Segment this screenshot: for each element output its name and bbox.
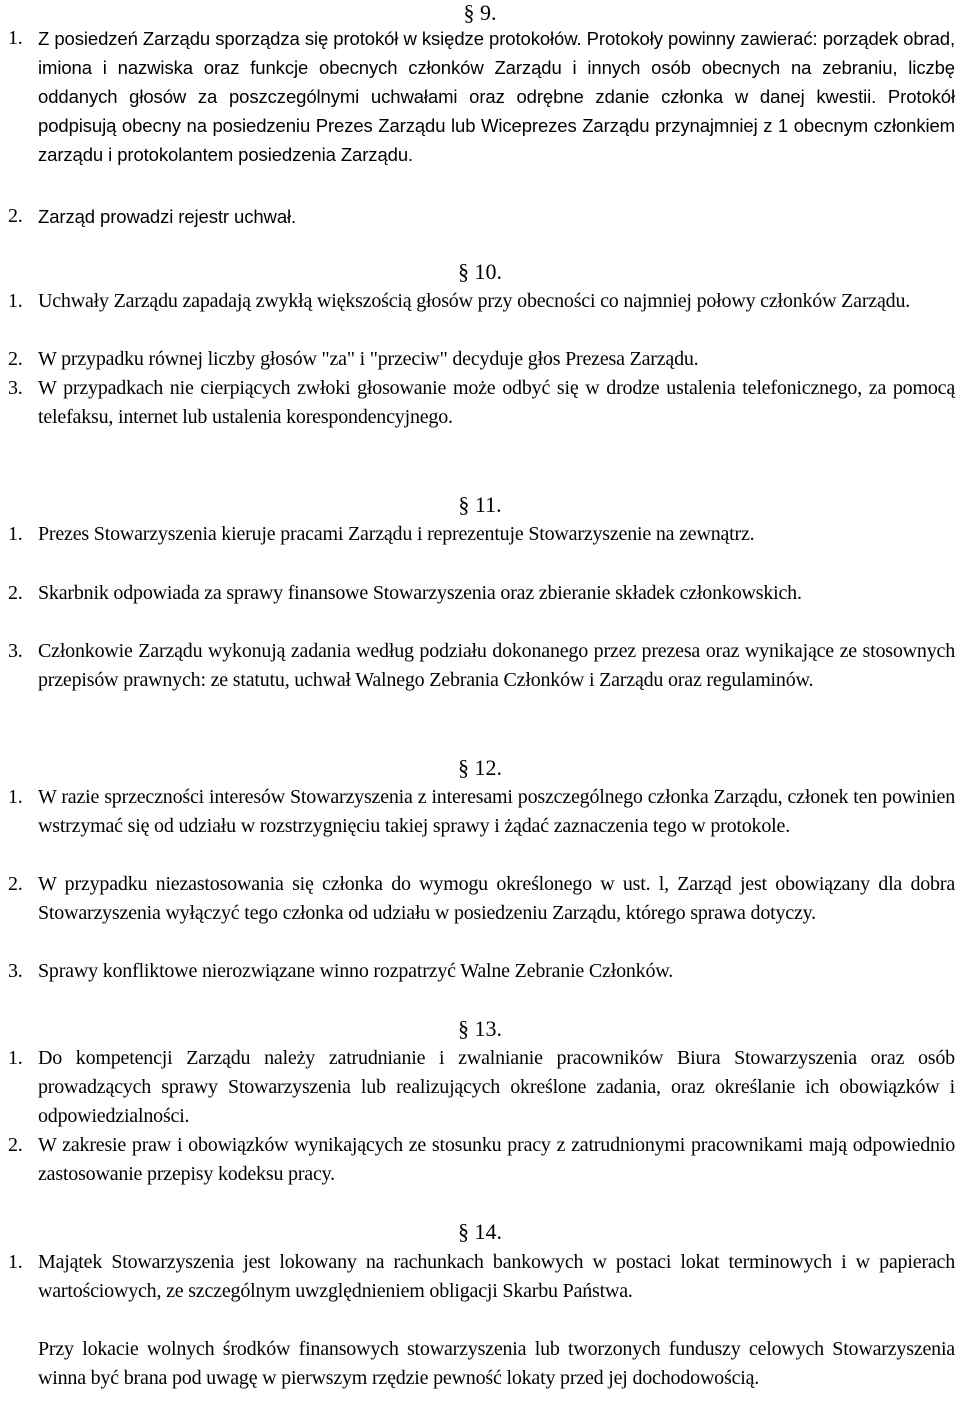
item-text: Przy lokacie wolnych środków finansowych stowarzyszenia lub tworzonych funduszy celowych Stowarzyszenia winna być brana pod uwagę w pierwszym rzędzie pewność lokaty przed jej dochodowością. <box>38 1338 955 1389</box>
list-item <box>8 579 955 608</box>
section-heading: § 12. <box>458 755 502 780</box>
item-number: 1. <box>8 1251 23 1273</box>
section-heading: § 9. <box>463 0 497 25</box>
item-number: 2. <box>8 873 23 895</box>
list-item <box>8 345 955 374</box>
item-text: Do kompetencji Zarządu należy zatrudnianie i zwalnianie pracowników Biura Stowarzyszenia oraz osób prowadzących sprawy Stowarzyszenia lub realizujących określone zadania, oraz określanie ich obowiązków i odpowiedzialności. <box>38 1047 955 1127</box>
item-text: Sprawy konfliktowe nierozwiązane winno rozpatrzyć Walne Zebranie Członków. <box>38 960 674 982</box>
item-text: Uchwały Zarządu zapadają zwykłą większością głosów przy obecności co najmniej połowy członków Zarządu. <box>38 290 911 312</box>
list-item <box>8 1044 955 1131</box>
list-item <box>8 287 955 316</box>
item-text: Z posiedzeń Zarządu sporządza się protokół w księdze protokołów. Protokoły powinny zawierać: porządek obrad, imiona i nazwiska oraz funkcje obecnych członków Zarządu i innych osób obecnych na zebraniu, liczbę oddanych głosów za poszczególnymi uchwałami oraz odrębne zdanie członka w danej kwestii. Protokół podpisują obecny na posiedzeniu Prezes Zarządu lub Wiceprezes Zarządu przynajmniej z 1 obecnym członkiem zarządu i protokolantem posiedzenia Zarządu. <box>38 28 955 165</box>
item-number: 2. <box>8 582 23 604</box>
section-heading: § 10. <box>458 259 502 284</box>
list-item <box>8 637 955 695</box>
list-item <box>8 24 955 169</box>
section-heading: § 11. <box>458 492 502 517</box>
item-number: 3. <box>8 377 23 399</box>
list-item <box>8 870 955 928</box>
item-number: 2. <box>8 1134 23 1156</box>
item-number: 2. <box>8 205 23 227</box>
item-text: Zarząd prowadzi rejestr uchwał. <box>38 206 297 227</box>
item-number: 1. <box>8 1047 23 1069</box>
list-item <box>8 1248 955 1306</box>
item-text: W zakresie praw i obowiązków wynikających ze stosunku pracy z zatrudnionymi pracownikami mają odpowiednio zastosowanie przepisy kodeksu pracy. <box>38 1134 955 1185</box>
item-text: W przypadku równej liczby głosów "za" i "przeciw" decyduje głos Prezesa Zarządu. <box>38 348 699 370</box>
item-text: Majątek Stowarzyszenia jest lokowany na rachunkach bankowych w postaci lokat terminowych i w papierach wartościowych, ze szczególnym uwzględnieniem obligacji Skarbu Państwa. <box>38 1251 955 1302</box>
item-number: 3. <box>8 960 23 982</box>
item-text: W przypadkach nie cierpiących zwłoki głosowanie może odbyć się w drodze ustalenia telefonicznego, za pomocą telefaksu, internet lub ustalenia korespondencyjnego. <box>38 377 955 428</box>
section-heading: § 14. <box>458 1219 502 1244</box>
list-item <box>8 202 955 231</box>
item-number: 3. <box>8 640 23 662</box>
item-text: Prezes Stowarzyszenia kieruje pracami Zarządu i reprezentuje Stowarzyszenie na zewnątrz. <box>38 523 755 545</box>
item-number: 1. <box>8 290 23 312</box>
list-item <box>8 1131 955 1189</box>
item-number: 1. <box>8 523 23 545</box>
paragraph <box>8 1335 955 1393</box>
item-number: 1. <box>8 27 23 49</box>
item-text: Skarbnik odpowiada za sprawy finansowe Stowarzyszenia oraz zbieranie składek członkowskich. <box>38 582 802 604</box>
list-item <box>8 520 955 549</box>
list-item <box>8 374 955 432</box>
list-item <box>8 957 955 986</box>
item-number: 1. <box>8 786 23 808</box>
item-text: W razie sprzeczności interesów Stowarzyszenia z interesami poszczególnego członka Zarządu, członek ten powinien wstrzymać się od udziału w rozstrzygnięciu takiej sprawy i żądać zaznaczenia tego w protokole. <box>38 786 955 837</box>
item-number: 2. <box>8 348 23 370</box>
item-text: W przypadku niezastosowania się członka do wymogu określonego w ust. l, Zarząd jest obowiązany dla dobra Stowarzyszenia wyłączyć tego członka od udziału w posiedzeniu Zarządu, którego sprawa dotyczy. <box>38 873 955 924</box>
section-heading: § 13. <box>458 1016 502 1041</box>
item-text: Członkowie Zarządu wykonują zadania według podziału dokonanego przez prezesa oraz wynikające ze stosownych przepisów prawnych: ze statutu, uchwał Walnego Zebrania Członków i Zarządu oraz regulaminów. <box>38 640 955 691</box>
list-item <box>8 783 955 841</box>
